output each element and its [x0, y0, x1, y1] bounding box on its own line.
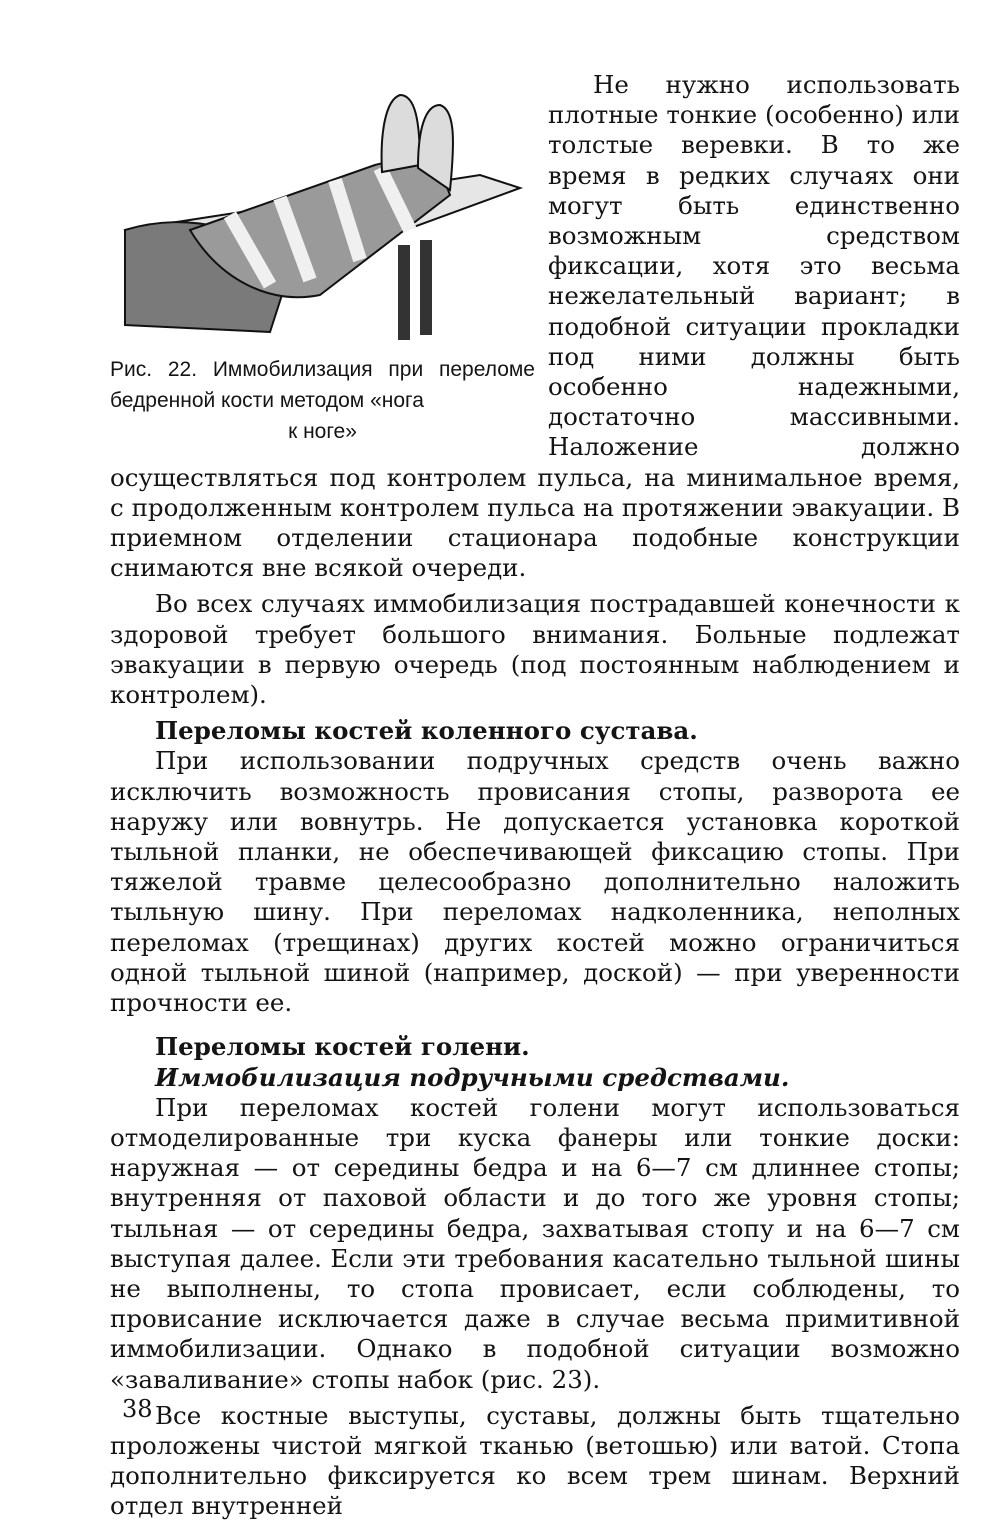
- page-text: [110, 70, 960, 1522]
- paragraph-1: Не нужно использовать плотные тонкие (особенно) или толстые веревки. В то же время в редких случаях они могут быть единственно возможным средством фиксации, хотя это весьма нежелательный вариант; в подобной ситуации прокладки под ними должны быть особенно надежными, достаточно массивными. Наложение должно осуществляться под контролем пульса, на минимальное время, с продолженным контролем пульса на протяжении эвакуации. В приемном отделении стационара подобные конструкции снимаются вне всякой очереди.: [110, 70, 960, 583]
- figure-float-space: [110, 70, 548, 460]
- paragraph-5: Все костные выступы, суставы, должны быть тщательно проложены чистой мягкой тканью (ветошью) или ватой. Стопа дополнительно фиксируется ко всем трем шинам. Верхний отдел внутренней: [110, 1400, 960, 1521]
- paragraph-2: Во всех случаях иммобилизация пострадавшей конечности к здоровой требует большого внимания. Больные подлежат эвакуации в первую очередь (под постоянным наблюдением и контролем).: [110, 589, 960, 710]
- paragraph-4: При переломах костей голени могут использоваться отмоделированные три куска фанеры или тонкие доски: наружная — от середины бедра и на 6—7 см длиннее стопы; внутренняя от паховой области и до того же уровня стопы; тыльная — от середины бедра, захватывая стопу и на 6—7 см выступая далее. Если эти требования касательно тыльной шины не выполнены, то стопа провисает, если соблюдены, то провисание исключается даже в случае весьма примитивной иммобилизации. Однако в подобной ситуации возможно «заваливание» стопы набок (рис. 23).: [110, 1092, 960, 1394]
- page-number: 38: [122, 1395, 153, 1423]
- heading-knee-fractures: Переломы костей коленного сустава.: [155, 716, 698, 746]
- figure-caption-main: Рис. 22. Иммобилизация при переломе бедренной кости методом «нога: [110, 358, 535, 412]
- subheading-improvised-immobilization: Иммобилизация подручными средствами.: [155, 1062, 790, 1092]
- paragraph-3: При использовании подручных средств очень важно исключить возможность провисания стопы, разворота ее наружу или вовнутрь. Не допускается установка короткой тыльной планки, не обеспечивающей фиксацию стопы. При тяжелой травме целесообразно дополнительно наложить тыльную шину. При переломах надколенника, неполных переломах (трещинах) других костей можно ограничиться одной тыльной шиной (например, доской) — при уверенности прочности ее.: [110, 746, 960, 1018]
- figure-caption-end: к ноге»: [288, 420, 357, 443]
- heading-shin-fractures: Переломы костей голени.: [155, 1032, 530, 1062]
